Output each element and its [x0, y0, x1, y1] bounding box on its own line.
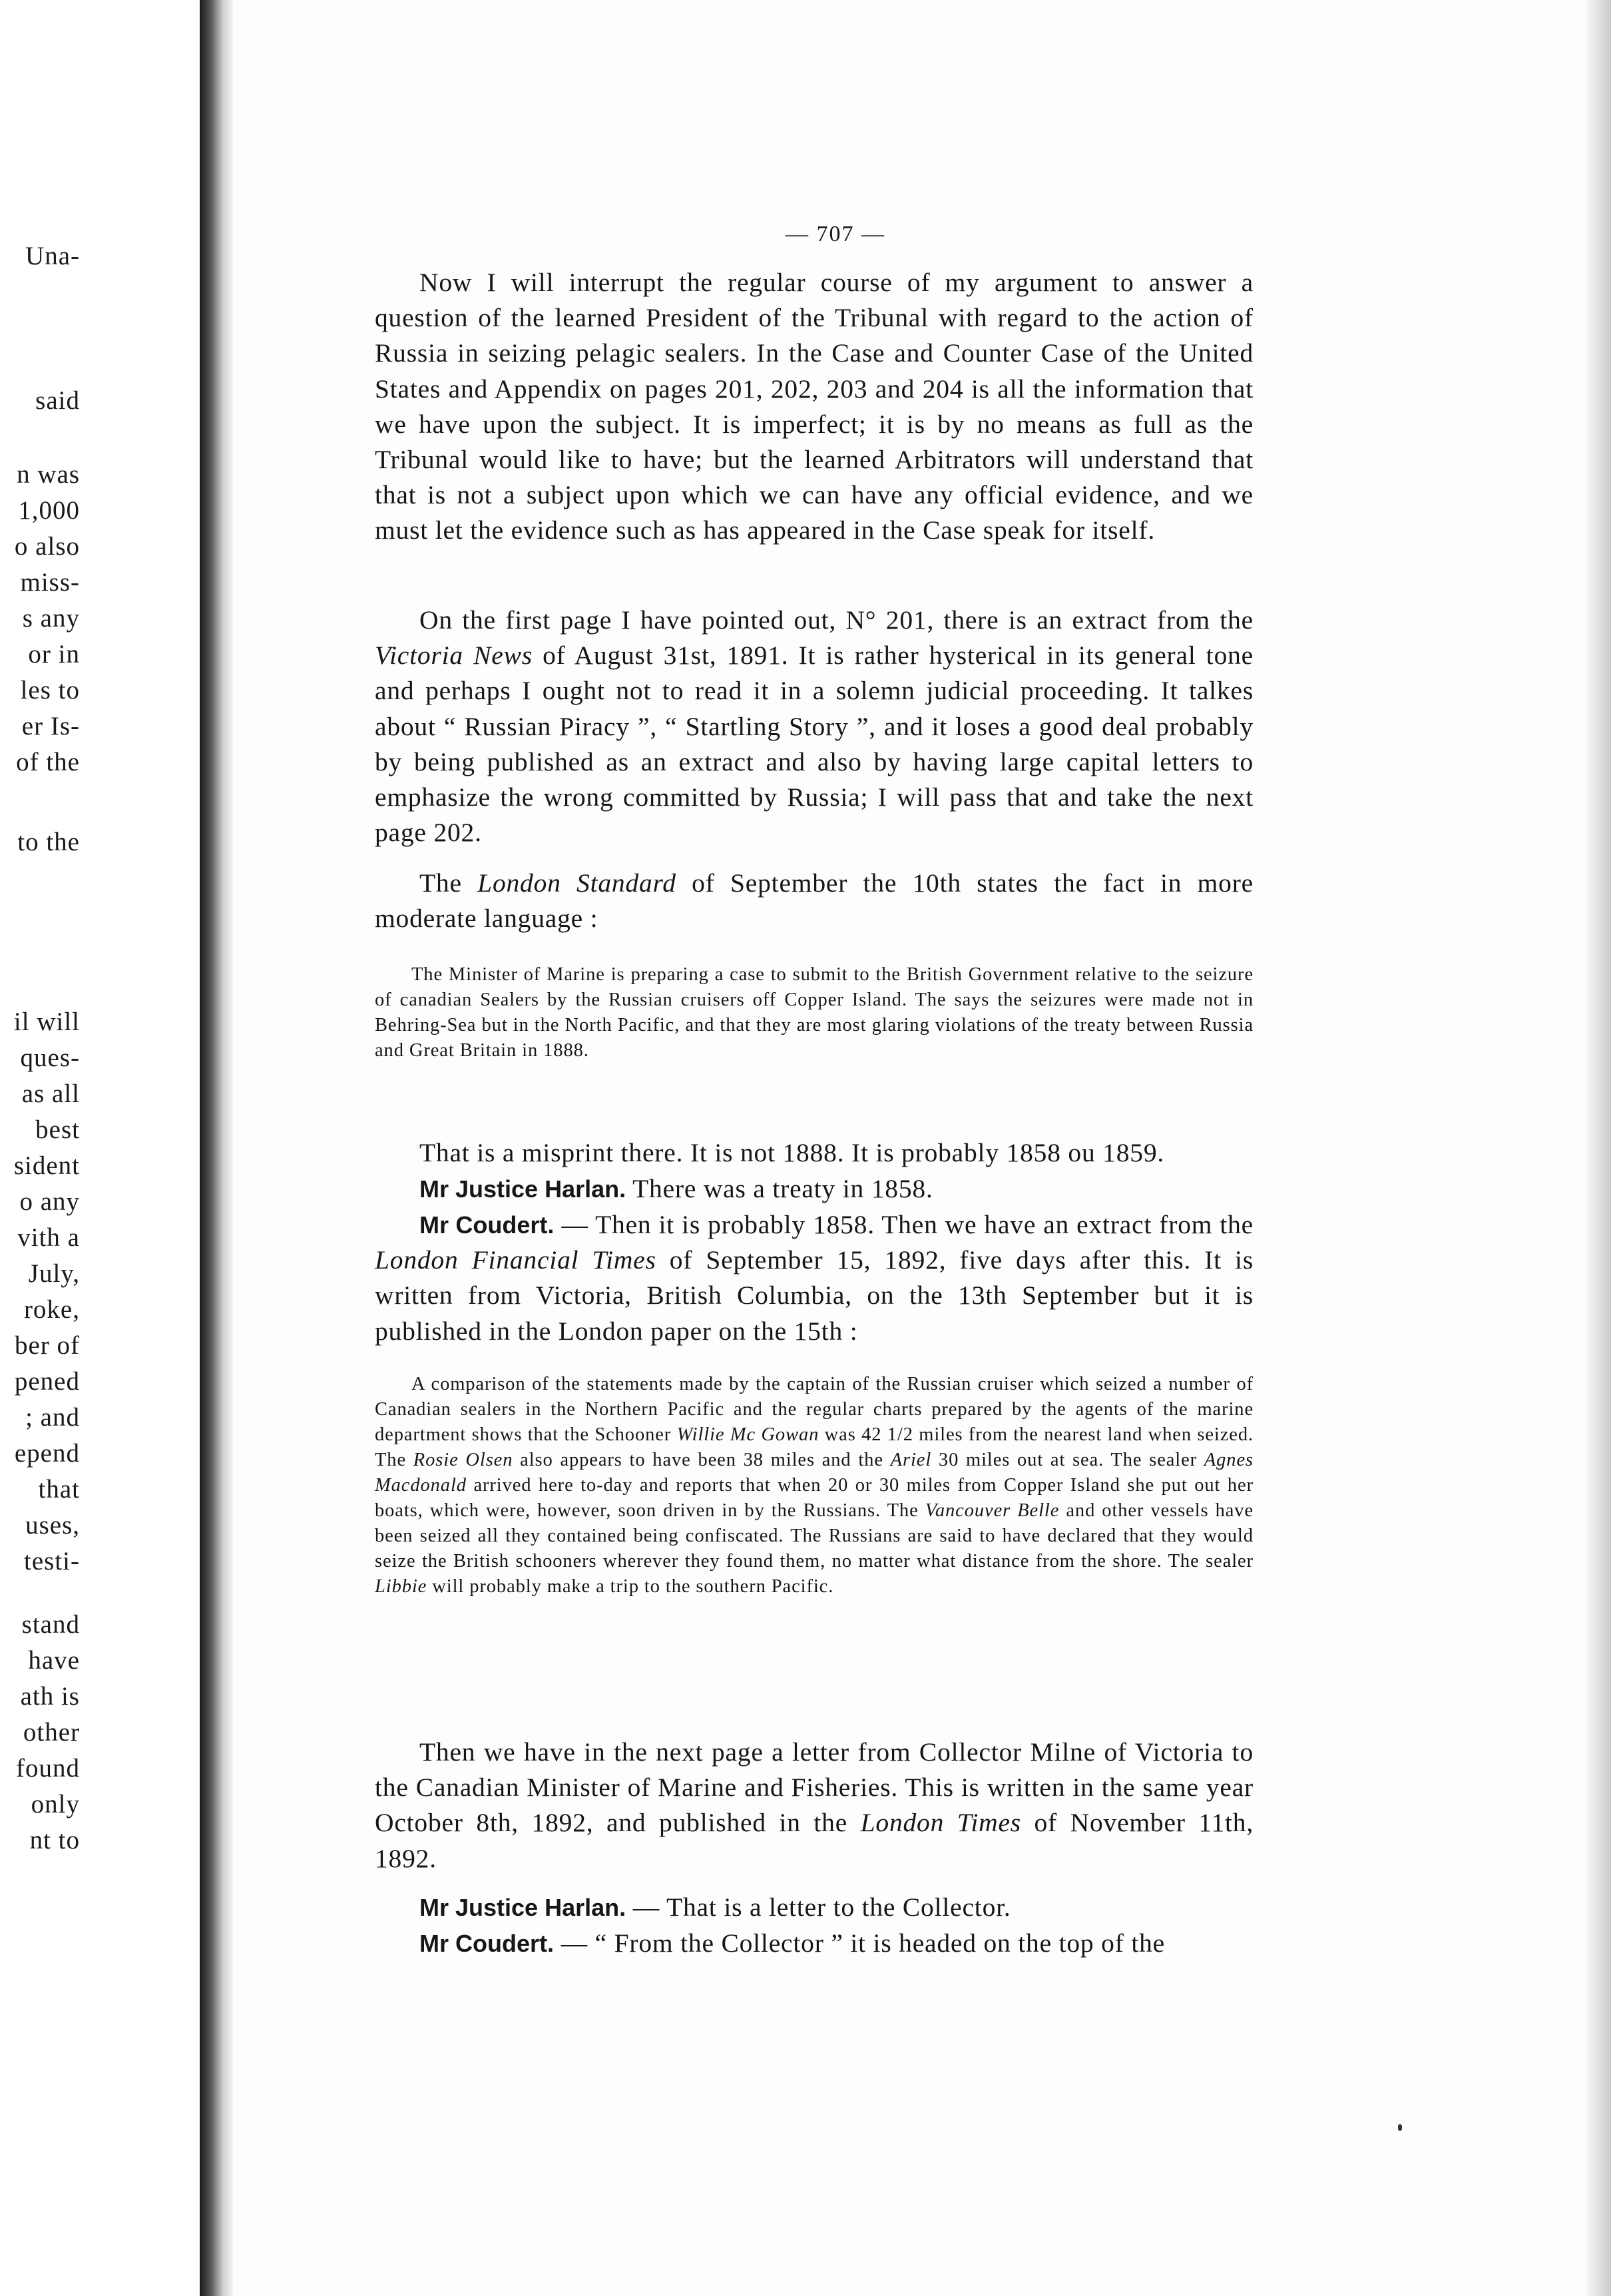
book-spine-gutter [200, 0, 233, 2296]
vessel-name: Agnes Macdonald [375, 1450, 1254, 1496]
margin-fragment: said [35, 386, 80, 415]
paragraph-text: Now I will interrupt the regular course of my argument to answer a question of the learned President of the Tribunal with regard to the action of Russia in seizing pelagic sealers. In the Case and Counter Case of the United States and Appendix on pages 201, 202, 203 and 204 is all the information that we have upon the subject. It is imperfect; it is by no means as full as the Tribunal would like to have; but the learned Arbitrators will understand that that is not a subject upon which we can have any official evidence, and we must let the evidence such as has appeared in the Case speak for itself. [375, 268, 1254, 545]
margin-fragment: er Is- [21, 712, 80, 740]
margin-fragment: les to [20, 676, 80, 705]
margin-fragment: ber of [14, 1331, 80, 1360]
paragraph-text [375, 1171, 1254, 1207]
margin-fragment: o also [14, 532, 80, 561]
vessel-name: Vancouver Belle [925, 1500, 1060, 1521]
vessel-name: Ariel [890, 1450, 932, 1470]
margin-fragment: miss- [20, 568, 80, 597]
margin-fragment: nt to [29, 1826, 80, 1855]
margin-fragment: to the [17, 828, 80, 856]
text-run: of August 31st, 1891. It is rather hysterical in its general tone and perhaps I ought not to read it in a solemn judicial proceeding. It talkes about “ Russian Piracy ”, “ Startling Story ”, and it loses a good deal probably by being published as an extract and also by having large capital letters to emphasize the wrong committed by Russia; I will pass that and take the next page 202. [375, 641, 1254, 848]
margin-fragment: s any [22, 604, 80, 633]
margin-fragment: n was [17, 460, 80, 489]
paragraph-collector-letter [375, 1735, 1254, 1876]
margin-fragment: best [35, 1115, 80, 1144]
left-page-margin [0, 0, 80, 2296]
margin-fragment: other [23, 1718, 80, 1747]
margin-fragment: uses, [25, 1511, 80, 1540]
publication-title: London Financial Times [375, 1245, 656, 1275]
margin-fragment: roke, [23, 1295, 80, 1324]
text-run: and other vessels have been seized all they contained being confiscated. The Russians are said to have declared that they would seize the British schooners wherever they found them, no matter what distance from the shore. The sealer [375, 1500, 1254, 1572]
margin-fragment: that [38, 1475, 80, 1504]
text-run: 30 miles out at sea. The sealer [931, 1450, 1204, 1470]
paragraph-text [375, 1926, 1254, 1961]
text-run: On the first page I have pointed out, N° 201, there is an extract from the [419, 605, 1254, 635]
margin-fragment: or in [28, 640, 80, 669]
speaker-name: Mr Justice Harlan. [419, 1894, 626, 1921]
margin-fragment: July, [28, 1259, 80, 1288]
paragraph-harlan-2 [375, 1890, 1254, 1925]
margin-fragment: testi- [24, 1547, 80, 1576]
quotation-london-standard: The Minister of Marine is preparing a case to submit to the British Government relative to the seizure of canadian Sealers by the Russian cruisers off Copper Island. The says the seizures were made not in Behring-Sea but in the North Pacific, and that they are most glaring violations of the treaty between Russia and Great Britain in 1888. [375, 964, 1254, 1061]
margin-fragment: Una- [25, 242, 80, 270]
margin-fragment: vith a [17, 1223, 80, 1252]
paragraph-harlan-1 [375, 1171, 1254, 1207]
vessel-name: Willie Mc Gowan [676, 1424, 819, 1445]
paragraph-coudert-1 [375, 1207, 1254, 1349]
vessel-name: Libbie [375, 1576, 427, 1597]
margin-fragment: pened [14, 1367, 80, 1396]
speaker-name: Mr Justice Harlan. [419, 1175, 626, 1203]
paragraph-london-standard [375, 866, 1254, 936]
text-run: — “ From the Collector ” it is headed on the top of the [554, 1928, 1165, 1958]
paragraph-interruption [375, 265, 1254, 549]
text-run: — That is a letter to the Collector. [626, 1892, 1011, 1922]
text-run: of September 15, 1892, five days after this. It is written from Victoria, British Columbia, on the 13th September but it is published in the London paper on the 15th : [375, 1245, 1254, 1346]
margin-fragment: o any [19, 1187, 80, 1216]
text-run: There was a treaty in 1858. [626, 1174, 933, 1203]
margin-fragment: ; and [25, 1403, 80, 1432]
margin-fragment: ath is [20, 1682, 80, 1711]
text-run: — Then it is probably 1858. Then we have an extract from the [554, 1210, 1254, 1239]
text-run: The [419, 868, 478, 898]
paragraph-text [375, 1735, 1254, 1876]
text-run: will probably make a trip to the southern Pacific. [427, 1576, 834, 1597]
text-run: of September the 10th states the fact in more moderate language : [375, 868, 1254, 934]
paragraph-first-page [375, 603, 1254, 850]
publication-title: London Standard [477, 868, 676, 898]
margin-fragment: of the [16, 748, 80, 776]
ink-speck [1398, 2124, 1402, 2131]
margin-fragment: ques- [20, 1043, 80, 1072]
paragraph-text [375, 866, 1254, 936]
speaker-name: Mr Coudert. [419, 1211, 555, 1239]
speaker-name: Mr Coudert. [419, 1930, 554, 1957]
publication-title: Victoria News [375, 641, 533, 671]
publication-title: London Times [860, 1808, 1021, 1838]
paragraph-coudert-2 [375, 1926, 1254, 1961]
margin-fragment: il will [13, 1007, 80, 1036]
text-run: also appears to have been 38 miles and the [513, 1450, 891, 1470]
text-run: arrived here to-day and reports that when 20 or 30 miles from Copper Island she put out her boats, which were, however, soon driven in by the Russians. The [375, 1475, 1254, 1521]
text-run: was 42 1/2 miles from the nearest land when seized. The [375, 1424, 1254, 1470]
vessel-name: Rosie Olsen [413, 1450, 513, 1470]
margin-fragment: only [31, 1790, 80, 1819]
paragraph-text [375, 1207, 1254, 1349]
page-number: — 707 — [786, 222, 885, 246]
margin-fragment: sident [13, 1151, 80, 1180]
margin-fragment: 1,000 [18, 496, 80, 525]
text-run: A comparison of the statements made by the captain of the Russian cruiser which seized a number of Canadian sealers in the Northern Pacific and the regular charts prepared by the agents of the marine department shows that the Schooner [375, 1374, 1254, 1445]
margin-fragment: as all [21, 1079, 80, 1108]
paragraph-misprint [375, 1135, 1254, 1171]
paragraph-text: That is a misprint there. It is not 1888. It is probably 1858 ou 1859. [419, 1138, 1165, 1167]
paragraph-text [375, 603, 1254, 850]
margin-fragment: epend [14, 1439, 80, 1468]
paragraph-text [375, 1890, 1254, 1925]
text-run: Then we have in the next page a letter from Collector Milne of Victoria to the Canadian Minister of Marine and Fisheries. This is written in the same year October 8th, 1892, and published in the [375, 1737, 1254, 1838]
margin-fragment: stand [21, 1610, 80, 1639]
margin-fragment: have [28, 1646, 80, 1675]
text-run: of November 11th, 1892. [375, 1808, 1254, 1873]
margin-fragment: found [16, 1754, 80, 1783]
quotation-financial-times [375, 1372, 1254, 1599]
